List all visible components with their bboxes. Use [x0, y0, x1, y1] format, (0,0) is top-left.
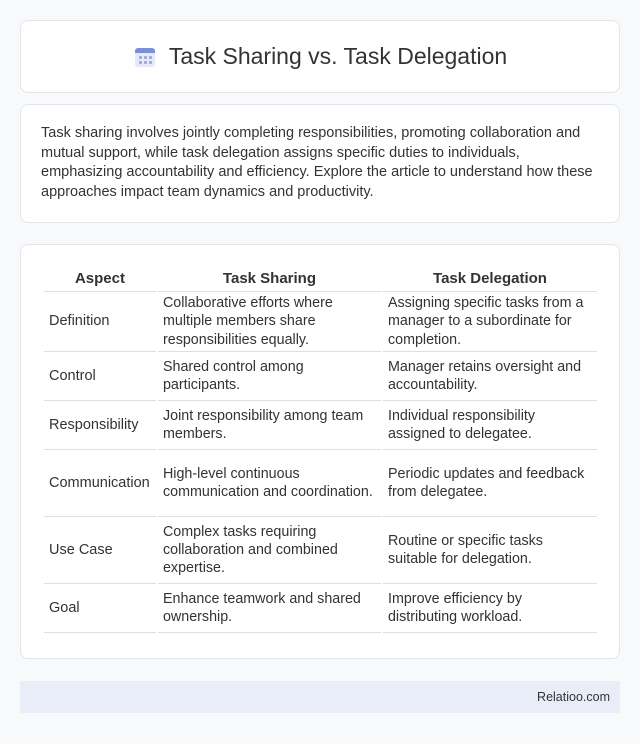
sharing-cell: Joint responsibility among team members.: [158, 401, 381, 450]
page-title: Task Sharing vs. Task Delegation: [168, 43, 508, 69]
calendar-icon: [133, 45, 157, 69]
table-row: [44, 584, 597, 633]
sharing-cell: Complex tasks requiring collaboration and combined expertise.: [158, 517, 381, 584]
header-task-sharing: Task Sharing: [158, 265, 381, 292]
delegation-cell: Manager retains oversight and accountability.: [383, 352, 597, 401]
delegation-cell: Periodic updates and feedback from delegatee.: [383, 450, 597, 517]
table-header-row: [44, 265, 597, 292]
aspect-cell: Control: [44, 352, 156, 401]
comparison-card: [20, 244, 620, 659]
footer-brand: Relatioo.com: [537, 690, 610, 704]
header-aspect: Aspect: [44, 265, 156, 292]
sharing-cell: Shared control among participants.: [158, 352, 381, 401]
table-row: [44, 517, 597, 584]
delegation-cell: Improve efficiency by distributing workload.: [383, 584, 597, 633]
sharing-cell: High-level continuous communication and coordination.: [158, 450, 381, 517]
delegation-cell: Individual responsibility assigned to delegatee.: [383, 401, 597, 450]
footer: [20, 681, 620, 713]
comparison-table: [42, 265, 599, 633]
delegation-cell: Assigning specific tasks from a manager to a subordinate for completion.: [383, 292, 597, 352]
aspect-cell: Responsibility: [44, 401, 156, 450]
intro-text: Task sharing involves jointly completing responsibilities, promoting collaboration and mutual support, while task delegation assigns specific duties to individuals, emphasizing accountability and efficiency. Explore the article to understand how these approaches impact team dynamics and productivity.: [41, 125, 593, 200]
title-card: [20, 20, 620, 93]
table-row: [44, 401, 597, 450]
table-row: [44, 450, 597, 517]
aspect-cell: Use Case: [44, 517, 156, 584]
sharing-cell: Collaborative efforts where multiple members share responsibilities equally.: [158, 292, 381, 352]
aspect-cell: Definition: [44, 292, 156, 352]
aspect-cell: Communication: [44, 450, 156, 517]
intro-card: [20, 104, 620, 223]
sharing-cell: Enhance teamwork and shared ownership.: [158, 584, 381, 633]
table-row: [44, 292, 597, 352]
header-task-delegation: Task Delegation: [383, 265, 597, 292]
table-row: [44, 352, 597, 401]
aspect-cell: Goal: [44, 584, 156, 633]
delegation-cell: Routine or specific tasks suitable for delegation.: [383, 517, 597, 584]
